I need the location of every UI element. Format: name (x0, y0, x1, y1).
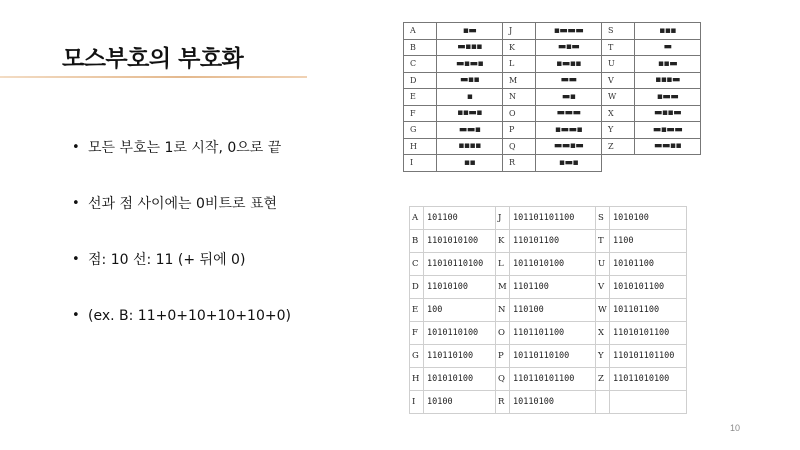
code-cell: 11011010100 (610, 368, 687, 391)
code-cell: 11010110100 (424, 253, 496, 276)
code-cell: ▪▬▪ (536, 155, 602, 172)
letter-cell: Q (503, 138, 536, 155)
code-cell: ▪▬▪▪ (536, 56, 602, 73)
table-row (404, 39, 701, 56)
letter-cell: W (596, 299, 610, 322)
table-row (410, 299, 687, 322)
letter-cell: U (596, 253, 610, 276)
letter-cell: J (503, 23, 536, 40)
code-cell: ▬▬▪▬ (536, 138, 602, 155)
code-cell: ▪▪▪ (635, 23, 701, 40)
letter-cell: S (596, 207, 610, 230)
code-cell: 110110100 (424, 345, 496, 368)
letter-cell: O (496, 322, 510, 345)
letter-cell: V (602, 72, 635, 89)
letter-cell: N (496, 299, 510, 322)
slide-title: 모스부호의 부호화 (62, 46, 244, 72)
code-cell: ▬▬▪ (437, 122, 503, 139)
code-cell: ▬▪ (536, 89, 602, 106)
letter-cell: T (602, 39, 635, 56)
code-cell: ▪▬▬▪ (536, 122, 602, 139)
letter-cell: H (404, 138, 437, 155)
letter-cell: G (404, 122, 437, 139)
table-row (410, 322, 687, 345)
code-cell: 1010110100 (424, 322, 496, 345)
code-cell: 110110101100 (510, 368, 596, 391)
table-row (410, 391, 687, 414)
letter-cell: H (410, 368, 424, 391)
code-cell: ▪▪ (437, 155, 503, 172)
code-cell: 101101101100 (510, 207, 596, 230)
code-cell: ▬▬▪▪ (635, 138, 701, 155)
letter-cell: B (410, 230, 424, 253)
letter-cell: L (503, 56, 536, 73)
bullet-item: • (ex. B: 11+0+10+10+10+0) (72, 306, 291, 362)
code-cell: 110101100 (510, 230, 596, 253)
letter-cell: C (410, 253, 424, 276)
code-cell: ▪ (437, 89, 503, 106)
letter-cell: G (410, 345, 424, 368)
code-cell: ▬▪▪▪ (437, 39, 503, 56)
code-cell: ▬▬ (536, 72, 602, 89)
code-cell: 101010100 (424, 368, 496, 391)
table-row (404, 89, 701, 106)
code-cell: 101101100 (610, 299, 687, 322)
empty-cell (635, 155, 701, 172)
table-row (404, 105, 701, 122)
code-cell: ▬▪▪ (437, 72, 503, 89)
code-cell: ▪▪▪▪ (437, 138, 503, 155)
code-cell: 10101100 (610, 253, 687, 276)
letter-cell: M (496, 276, 510, 299)
letter-cell: R (496, 391, 510, 414)
letter-cell: D (404, 72, 437, 89)
code-cell: 11010100 (424, 276, 496, 299)
code-cell: ▪▬▬▬ (536, 23, 602, 40)
letter-cell: Z (602, 138, 635, 155)
letter-cell: E (404, 89, 437, 106)
code-cell: 100 (424, 299, 496, 322)
bullet-item: • 모든 부호는 1로 시작, 0으로 끝 (72, 138, 291, 194)
letter-cell: N (503, 89, 536, 106)
code-cell: 101100 (424, 207, 496, 230)
letter-cell: O (503, 105, 536, 122)
table-row (410, 230, 687, 253)
bullet-list (72, 138, 291, 362)
table-row (404, 122, 701, 139)
letter-cell: X (602, 105, 635, 122)
letter-cell: D (410, 276, 424, 299)
table-row (404, 155, 701, 172)
letter-cell: B (404, 39, 437, 56)
letter-cell: P (496, 345, 510, 368)
empty-cell (596, 391, 610, 414)
letter-cell: P (503, 122, 536, 139)
code-cell: ▪▪▬ (635, 56, 701, 73)
code-cell: 1100 (610, 230, 687, 253)
code-cell: ▪▬ (437, 23, 503, 40)
code-cell: 110101101100 (610, 345, 687, 368)
code-cell: 110100 (510, 299, 596, 322)
code-cell: 10110110100 (510, 345, 596, 368)
table-row (404, 23, 701, 40)
letter-cell: W (602, 89, 635, 106)
letter-cell: A (410, 207, 424, 230)
letter-cell: M (503, 72, 536, 89)
code-cell: 1011010100 (510, 253, 596, 276)
code-cell: ▬▪▬ (536, 39, 602, 56)
page-number: 10 (729, 423, 740, 433)
letter-cell: V (596, 276, 610, 299)
code-cell: 1101010100 (424, 230, 496, 253)
letter-cell: F (410, 322, 424, 345)
letter-cell: T (596, 230, 610, 253)
code-cell: 10110100 (510, 391, 596, 414)
letter-cell: A (404, 23, 437, 40)
letter-cell: E (410, 299, 424, 322)
letter-cell: Y (596, 345, 610, 368)
code-cell: 1010101100 (610, 276, 687, 299)
code-cell: ▪▪▬▪ (437, 105, 503, 122)
table-row (404, 56, 701, 73)
letter-cell: K (503, 39, 536, 56)
title-underline (0, 76, 307, 78)
letter-cell: R (503, 155, 536, 172)
letter-cell: I (410, 391, 424, 414)
letter-cell: S (602, 23, 635, 40)
bullet-item: • 선과 점 사이에는 0비트로 표현 (72, 194, 291, 250)
empty-cell (602, 155, 635, 172)
code-cell: ▬ (635, 39, 701, 56)
letter-cell: I (404, 155, 437, 172)
bullet-item: • 점: 10 선: 11 (+ 뒤에 0) (72, 250, 291, 306)
code-cell: 11010101100 (610, 322, 687, 345)
table-row (410, 345, 687, 368)
letter-cell: X (596, 322, 610, 345)
table-row (410, 253, 687, 276)
letter-cell: U (602, 56, 635, 73)
code-cell: ▬▪▬▪ (437, 56, 503, 73)
code-cell: 1101101100 (510, 322, 596, 345)
table-row (404, 72, 701, 89)
code-cell: 1101100 (510, 276, 596, 299)
empty-cell (610, 391, 687, 414)
morse-code-table (403, 22, 701, 172)
code-cell: 10100 (424, 391, 496, 414)
code-cell: ▬▬▬ (536, 105, 602, 122)
code-cell: 1010100 (610, 207, 687, 230)
letter-cell: F (404, 105, 437, 122)
binary-encoding-table (409, 206, 687, 414)
table-row (404, 138, 701, 155)
code-cell: ▬▪▪▬ (635, 105, 701, 122)
letter-cell: Z (596, 368, 610, 391)
letter-cell: J (496, 207, 510, 230)
letter-cell: Q (496, 368, 510, 391)
table-row (410, 207, 687, 230)
letter-cell: Y (602, 122, 635, 139)
letter-cell: K (496, 230, 510, 253)
table-row (410, 368, 687, 391)
code-cell: ▪▬▬ (635, 89, 701, 106)
letter-cell: L (496, 253, 510, 276)
code-cell: ▪▪▪▬ (635, 72, 701, 89)
table-row (410, 276, 687, 299)
code-cell: ▬▪▬▬ (635, 122, 701, 139)
letter-cell: C (404, 56, 437, 73)
